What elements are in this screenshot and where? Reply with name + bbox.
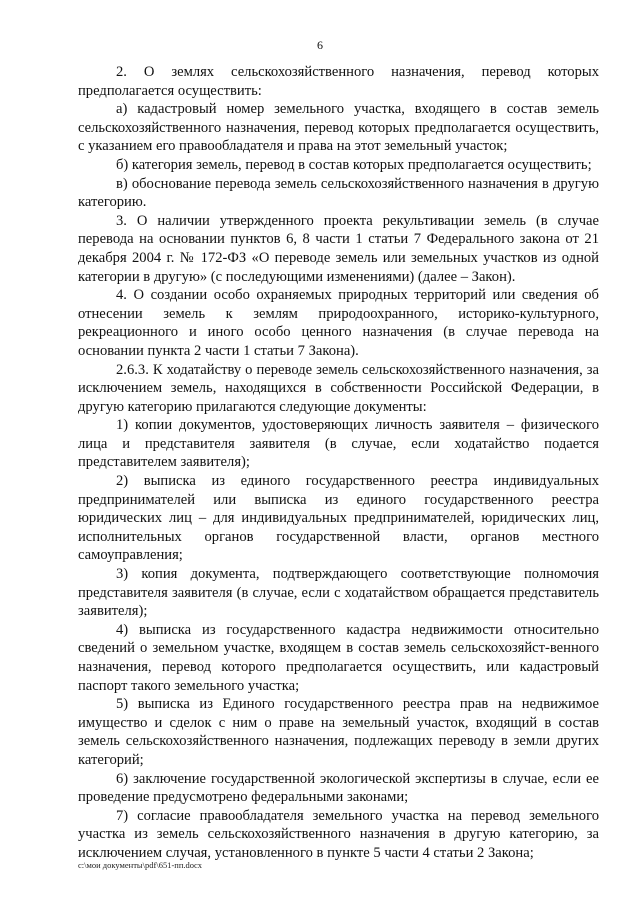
paragraph-lands: 2. О землях сельскохозяйственного назначения, перевод которых предполагается осуществить: (78, 64, 599, 99)
paragraph-item-v: в) обоснование перевода земель сельскохозяйственного назначения в другую категорию. (78, 175, 599, 211)
paragraph-doc-1: 1) копии документов, удостоверяющих личность заявителя – физического лица и представителя заявителя (в случае, если ходатайство подается представителем заявителя); (78, 417, 599, 471)
paragraph-doc-4: 4) выписка из государственного кадастра недвижимости относительно сведений о земельном участке, входящем в состав земель сельскохозяйст-венного назначения, перевод которого предполагается осуществить, или кадастровый паспорт такого земельного участка; (78, 621, 599, 694)
paragraph-doc-6: 6) заключение государственной экологической экспертизы в случае, если ее проведение предусмотрено федеральными законами; (78, 770, 599, 806)
paragraph-doc-3: 3) копия документа, подтверждающего соответствующие полномочия представителя заявителя (в случае, если с ходатайством обращается представитель заявителя); (78, 566, 599, 620)
paragraph-section-2-6-3: 2.6.3. К ходатайству о переводе земель сельскохозяйственного назначения, за исключением земель, находящихся в собственности Российской Федерации, в другую категорию прилагаются следующие документы: (78, 361, 599, 415)
document-body (78, 63, 599, 863)
paragraph-doc-2: 2) выписка из единого государственного реестра индивидуальных предпринимателей или выписка из единого государственного реестра юридических лиц – для индивидуальных предпринимателей, юридических лиц, исполнительных органов государственной власти, органов местного самоуправления; (78, 473, 599, 564)
page-number: 6 (317, 38, 323, 52)
file-path-footer: c:\мои документы\pdf\651-пп.docx (78, 860, 203, 870)
paragraph-doc-7: 7) согласие правообладателя земельного участка на перевод земельного участка из земель сельскохозяйственного назначения в другую категорию, за исключением случая, установленного в пункте 5 части 4 статьи 2 Закона; (78, 807, 599, 861)
paragraph-recultivation: 3. О наличии утвержденного проекта рекультивации земель (в случае перевода на основании пунктов 6, 8 части 1 статьи 7 Федерального закона от 21 декабря 2004 г. № 172-ФЗ «О переводе земель или земельных участков из одной категории в другую» (с последующими изменениями) (далее – Закон). (78, 212, 599, 285)
paragraph-doc-5: 5) выписка из Единого государственного реестра прав на недвижимое имущество и сделок с ним о праве на земельный участок, входящий в состав земель сельскохозяйственного назначения, подлежащих переводу в земли других категорий; (78, 696, 599, 768)
paragraph-protected-areas: 4. О создании особо охраняемых природных территорий или сведения об отнесении земель к землям природоохранного, историко-культурного, рекреационного и иного особо ценного назначения (в случае перевода на основании пункта 2 части 1 статьи 7 Закона). (78, 287, 599, 359)
paragraph-item-b: б) категория земель, перевод в состав которых предполагается осуществить; (116, 156, 592, 173)
paragraph-item-a: а) кадастровый номер земельного участка, входящего в состав земель сельскохозяйственного назначения, перевод которых предполагается осуществить, с указанием его правообладателя и права на этот земельный участок; (78, 101, 599, 155)
